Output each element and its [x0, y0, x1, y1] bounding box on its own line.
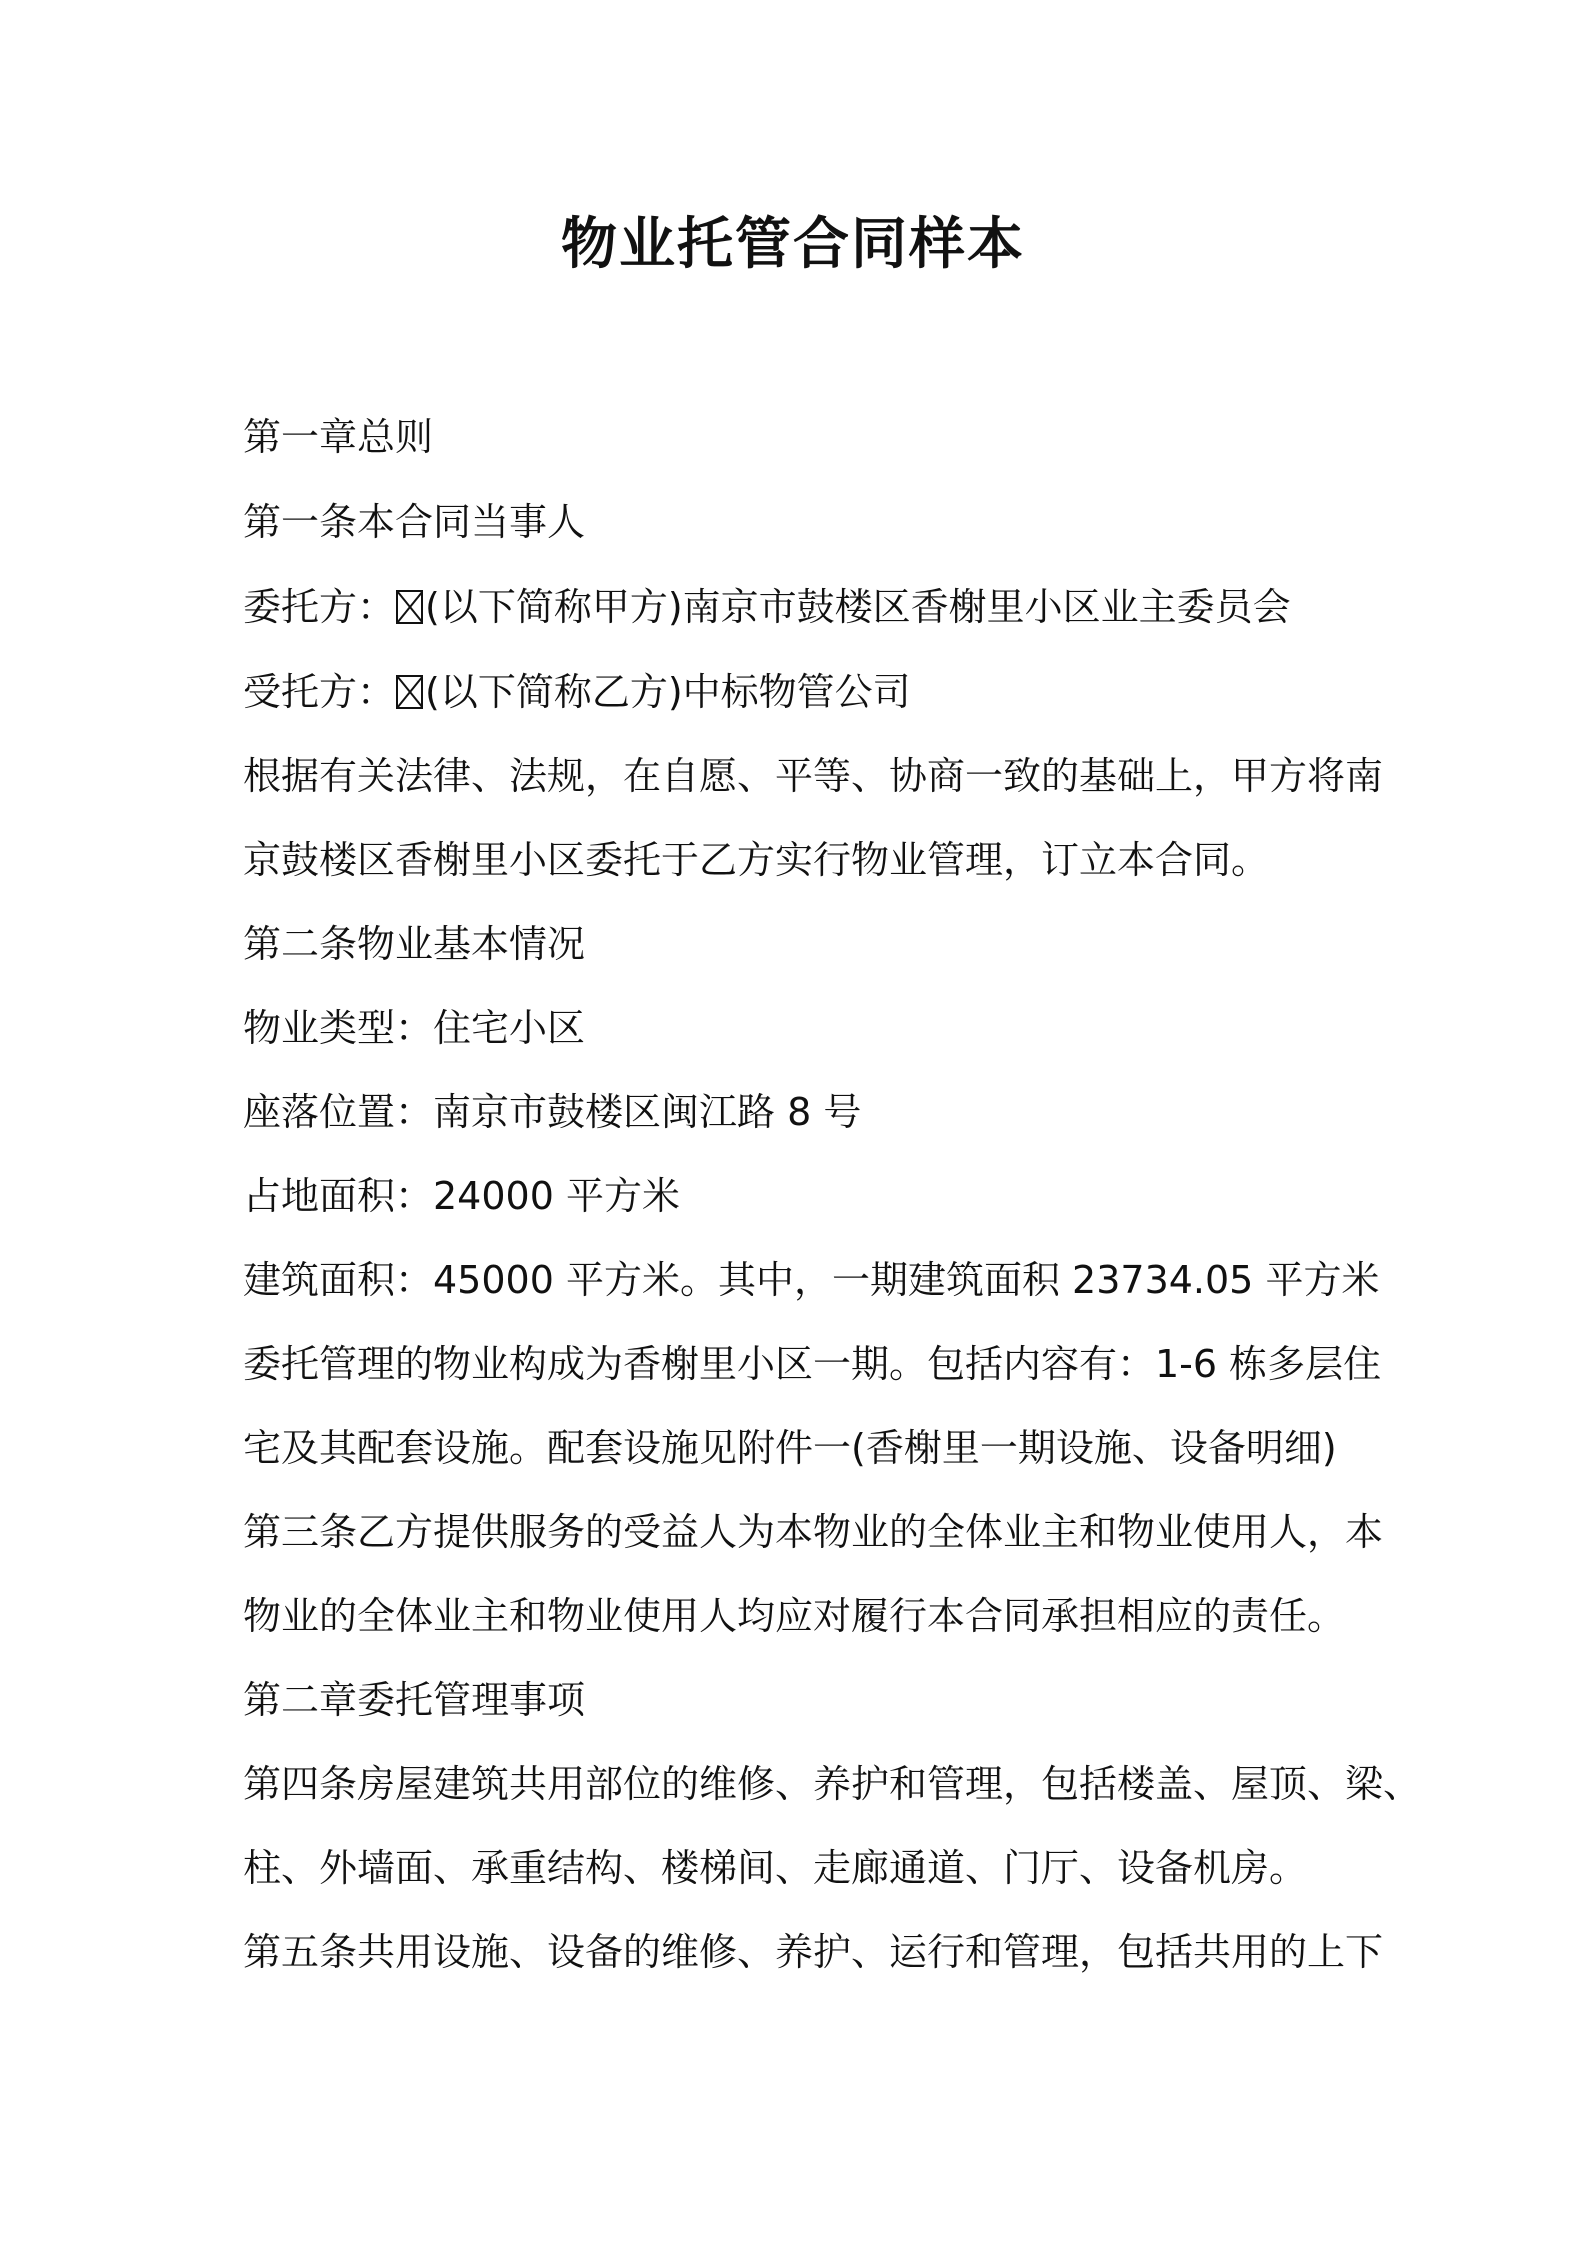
party-contractor-label: 受托方： [243, 670, 396, 714]
party-line-contractor [243, 667, 911, 717]
party-line-client [243, 582, 1291, 632]
property-type-line: 物业类型：住宅小区 [243, 1006, 586, 1050]
party-contractor-text: (以下简称乙方)中标物管公司 [425, 670, 911, 714]
chapter-heading-1: 第一章总则 [243, 415, 434, 459]
paragraph-line: 第五条共用设施、设备的维修、养护、运行和管理，包括共用的上下 [243, 1930, 1384, 1974]
property-location-line: 座落位置：南京市鼓楼区闽江路 8 号 [243, 1090, 862, 1134]
party-client-text: (以下简称甲方)南京市鼓楼区香榭里小区业主委员会 [425, 585, 1291, 629]
paragraph-line: 柱、外墙面、承重结构、楼梯间、走廊通道、门厅、设备机房。 [243, 1846, 1308, 1890]
paragraph-line: 第四条房屋建筑共用部位的维修、养护和管理，包括楼盖、屋顶、梁、 [243, 1762, 1422, 1806]
land-area-line: 占地面积：24000 平方米 [243, 1174, 680, 1218]
party-client-label: 委托方： [243, 585, 396, 629]
paragraph-line: 第三条乙方提供服务的受益人为本物业的全体业主和物业使用人，本 [243, 1510, 1384, 1554]
building-area-line: 建筑面积：45000 平方米。其中，一期建筑面积 23734.05 平方米 [243, 1258, 1380, 1302]
paragraph-line: 京鼓楼区香榭里小区委托于乙方实行物业管理，订立本合同。 [243, 838, 1270, 882]
chapter-heading-2: 第二章委托管理事项 [243, 1678, 586, 1722]
article-heading-2: 第二条物业基本情况 [243, 922, 586, 966]
checkbox-crossed-icon [396, 675, 423, 709]
paragraph-line: 宅及其配套设施。配套设施见附件一(香榭里一期设施、设备明细) [243, 1426, 1337, 1470]
document-title: 物业托管合同样本 [561, 212, 1025, 277]
article-heading-1: 第一条本合同当事人 [243, 500, 586, 544]
paragraph-line: 委托管理的物业构成为香榭里小区一期。包括内容有：1-6 栋多层住 [243, 1342, 1382, 1386]
paragraph-line: 物业的全体业主和物业使用人均应对履行本合同承担相应的责任。 [243, 1594, 1346, 1638]
checkbox-crossed-icon [396, 590, 423, 624]
paragraph-line: 根据有关法律、法规，在自愿、平等、协商一致的基础上，甲方将南 [243, 754, 1384, 798]
